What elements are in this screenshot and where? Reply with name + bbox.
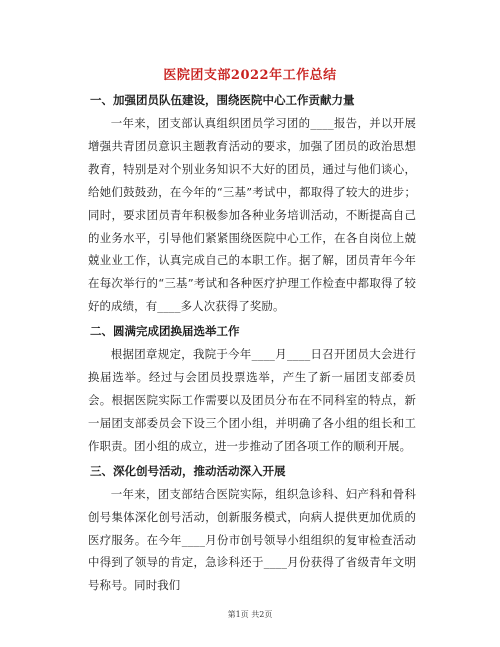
document-title: 医院团支部2022年工作总结 xyxy=(163,68,337,83)
section-heading-2: 二、圆满完成团换届选举工作 xyxy=(90,324,240,339)
section-heading-3: 三、深化创号活动，推动活动深入开展 xyxy=(90,463,286,478)
section-heading-1: 一、加强团员队伍建设，围绕医院中心工作贡献力量 xyxy=(90,93,355,107)
section-paragraph-1: 一年来，团支部认真组织团员学习团的____报告，并以开展增强共青团员意识主题教育活动的要求，加强了团员的政治思想教育，特别是对个别业务知识不大好的团员，通过与他们谈心，给她们鼓鼓劲，在今年的“三基”考试中，都取得了较大的进步；同时，要求团员青年积极参加各种业务培训活动，不断提高自己的业务水平，引导他们紧紧围绕医院中心工作，在各自岗位上兢兢业业工作，认真完成自己的本职工作。据了解，团员青年今年在每次举行的“三基”考试和各种医疗护理工作检查中都取得了较好的成绩，有____多人次获得了奖励。 xyxy=(88,116,416,314)
section-paragraph-3: 一年来，团支部结合医院实际，组织急诊科、妇产科和骨科创号集体深化创号活动，创新服务模式，向病人提供更加优质的医疗服务。在今年____月份市创号领导小组组织的复审检查活动中得到了领导的肯定，急诊科还于____月份获得了省级青年文明号称号。同时我们 xyxy=(88,486,416,593)
document-body xyxy=(88,88,416,598)
page-footer: 第1页 共2页 xyxy=(227,610,273,619)
section-paragraph-2: 根据团章规定，我院于今年____月____日召开团员大会进行换届选举。经过与会团员投票选举，产生了新一届团支部委员会。根据医院实际工作需要以及团员分布在不同科室的特点，新一届团支部委员会下设三个团小组，并明确了各小组的组长和工作职责。团小组的成立，进一步推动了团各项工作的顺利开展。 xyxy=(88,347,416,453)
